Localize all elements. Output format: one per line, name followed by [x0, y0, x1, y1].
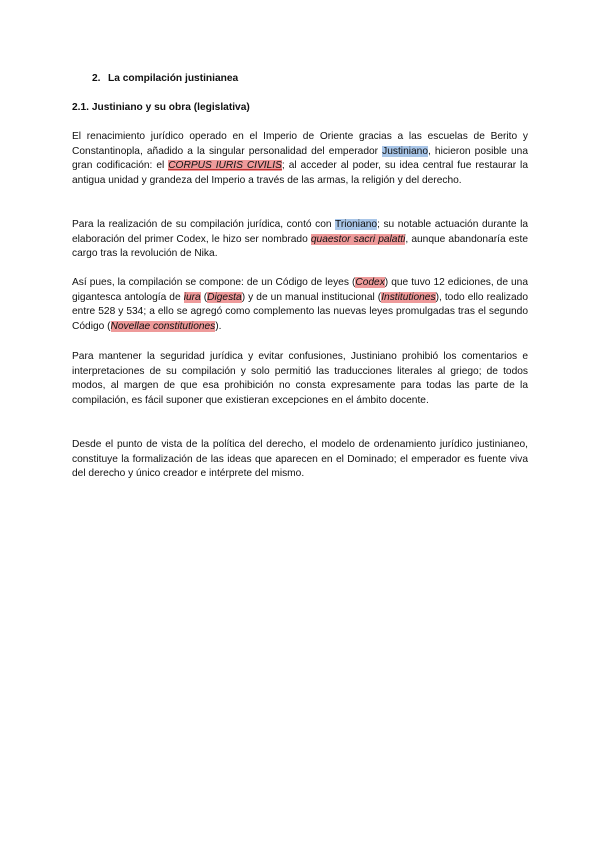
text-run: El renacimiento jurídico operado en el Imperio de Oriente gracias a las escuelas de Berito y Constantinopla, añadido a la singular personalidad del emperador — [72, 131, 528, 157]
paragraph-4: Para mantener la seguridad jurídica y evitar confusiones, Justiniano prohibió los comentarios e interpretaciones de su compilación y solo permitió las traducciones literales al griego; de todos modos, al margen de que esa prohibición no consta expresamente para todas las parte de la compilación, es fácil suponer que existieran excepciones en el ámbito docente. — [72, 351, 528, 406]
highlight-novellae: Novellae constitutiones — [110, 320, 216, 332]
text-run: ), todo ello realizado entre 528 y 534; a ello se agregó como complemento las nuevas leyes promulgadas tras el segundo Código ( — [72, 291, 528, 332]
subsection-heading: 2.1. Justiniano y su obra (legislativa) — [72, 102, 250, 113]
highlight-corpus-iuris-civilis: CORPUS IURIS CIVILIS — [168, 160, 282, 172]
highlight-trioniano: Trioniano — [334, 219, 378, 230]
highlight-institutiones: Institutiones — [381, 291, 436, 303]
paragraph-5: Desde el punto de vista de la política del derecho, el modelo de ordenamiento jurídico justinianeo, constituye la formalización de las ideas que aparecen en el Dominado; el emperador es fuente viva del derecho y único creador e intérprete del mismo. — [72, 439, 528, 480]
paragraph-3 — [72, 276, 528, 334]
highlight-quaestor: quaestor sacri palatti — [310, 233, 406, 245]
text-run: ) y de un manual institucional ( — [241, 291, 382, 303]
text-run: Para la realización de su compilación jurídica, contó con — [72, 219, 335, 230]
text-run: ; su notable actuación durante la elaboración del primer Codex, le hizo ser nombrado — [72, 219, 528, 245]
text-run: ) que tuvo 12 ediciones, de una gigantesca antología de — [72, 277, 528, 303]
highlight-iura: iura — [183, 291, 201, 303]
text-run: Así pues, la compilación se compone: de un Código de leyes ( — [72, 277, 356, 288]
text-run: , aunque abandonaría este cargo tras la revolución de Nika. — [72, 233, 528, 260]
paragraph-1 — [72, 130, 528, 188]
highlight-digesta: Digesta — [207, 291, 242, 303]
text-run: ( — [200, 291, 208, 303]
text-run: ; al acceder al poder, su idea central fue restaurar la antigua unidad y grandeza del Imperio a través de las armas, la religión y del derecho. — [72, 160, 528, 186]
highlight-codex: Codex — [355, 277, 385, 288]
section-number: 2. — [92, 73, 101, 84]
section-heading — [92, 72, 238, 85]
section-title: La compilación justinianea — [108, 73, 239, 84]
text-run: , hicieron posible una gran codificación: el — [72, 145, 529, 172]
paragraph-2 — [72, 218, 528, 262]
highlight-justiniano: Justiniano — [382, 145, 428, 157]
text-run: ). — [215, 320, 222, 332]
